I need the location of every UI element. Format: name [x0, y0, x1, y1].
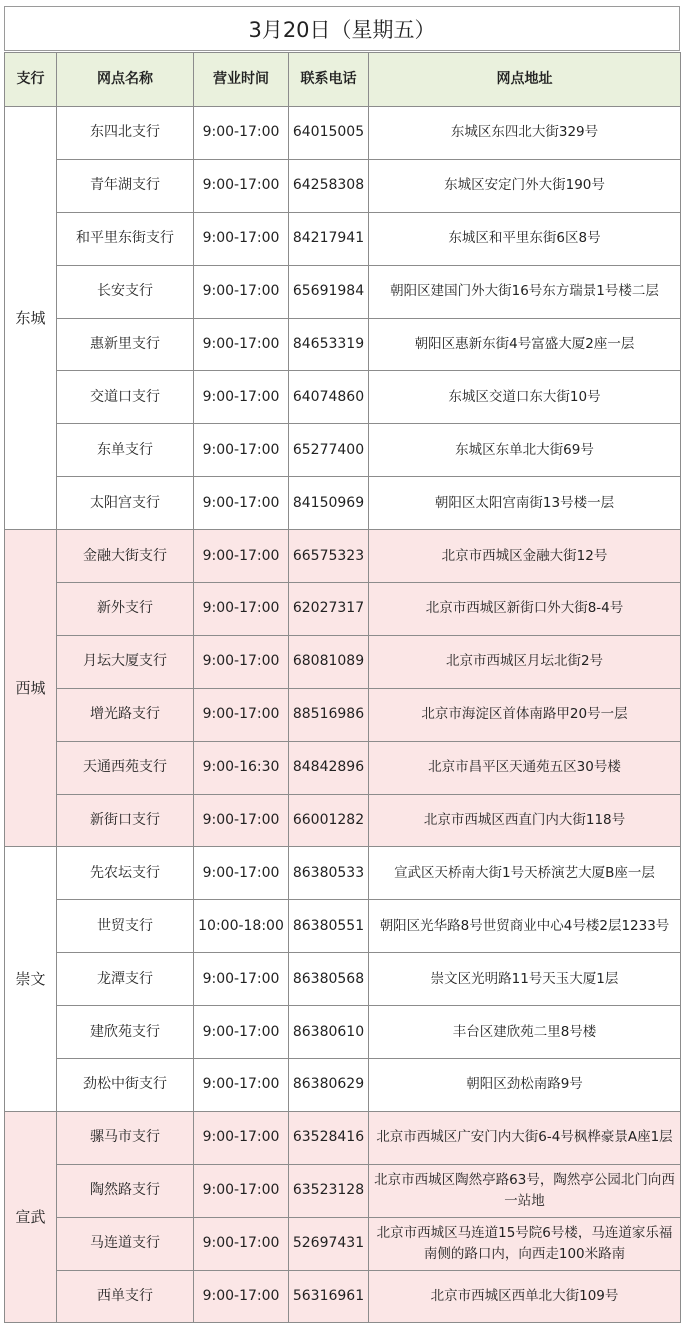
outlet-name-cell: 西单支行 — [57, 1270, 194, 1323]
table-row — [5, 530, 681, 583]
table-row — [5, 1217, 681, 1270]
outlet-name-cell: 青年湖支行 — [57, 159, 194, 212]
table-row — [5, 1164, 681, 1217]
table-row — [5, 1006, 681, 1059]
hours-cell: 9:00-17:00 — [194, 477, 289, 530]
address-cell: 崇文区光明路11号天玉大厦1层 — [369, 953, 681, 1006]
phone-cell: 84653319 — [289, 318, 369, 371]
hours-cell: 9:00-17:00 — [194, 1111, 289, 1164]
hours-cell: 9:00-17:00 — [194, 371, 289, 424]
address-cell: 北京市西城区月坛北街2号 — [369, 635, 681, 688]
hours-cell: 9:00-17:00 — [194, 1006, 289, 1059]
address-cell: 北京市昌平区天通苑五区30号楼 — [369, 741, 681, 794]
branch-table — [4, 52, 681, 1323]
address-cell: 北京市西城区西直门内大街118号 — [369, 794, 681, 847]
hours-cell: 9:00-17:00 — [194, 265, 289, 318]
outlet-name-cell: 先农坛支行 — [57, 847, 194, 900]
address-cell: 北京市西城区西单北大街109号 — [369, 1270, 681, 1323]
branch-cell: 宣武 — [5, 1111, 57, 1323]
table-row — [5, 953, 681, 1006]
phone-cell: 88516986 — [289, 688, 369, 741]
address-cell: 北京市海淀区首体南路甲20号一层 — [369, 688, 681, 741]
outlet-name-cell: 劲松中街支行 — [57, 1059, 194, 1112]
address-cell: 北京市西城区马连道15号院6号楼，马连道家乐福南侧的路口内，向西走100米路南 — [369, 1217, 681, 1270]
address-cell: 北京市西城区新街口外大街8-4号 — [369, 583, 681, 636]
outlet-name-cell: 交道口支行 — [57, 371, 194, 424]
hours-cell: 9:00-17:00 — [194, 212, 289, 265]
table-row — [5, 635, 681, 688]
phone-cell: 68081089 — [289, 635, 369, 688]
address-cell: 北京市西城区陶然亭路63号，陶然亭公园北门向西一站地 — [369, 1164, 681, 1217]
phone-cell: 86380533 — [289, 847, 369, 900]
hours-cell: 9:00-17:00 — [194, 794, 289, 847]
address-cell: 东城区安定门外大街190号 — [369, 159, 681, 212]
outlet-name-cell: 东单支行 — [57, 424, 194, 477]
hours-cell: 9:00-17:00 — [194, 1164, 289, 1217]
address-cell: 朝阳区光华路8号世贸商业中心4号楼2层1233号 — [369, 900, 681, 953]
branch-cell: 西城 — [5, 530, 57, 847]
phone-cell: 64258308 — [289, 159, 369, 212]
phone-cell: 63528416 — [289, 1111, 369, 1164]
table-row — [5, 900, 681, 953]
outlet-name-cell: 长安支行 — [57, 265, 194, 318]
outlet-name-cell: 惠新里支行 — [57, 318, 194, 371]
hours-cell: 9:00-17:00 — [194, 583, 289, 636]
outlet-name-cell: 新街口支行 — [57, 794, 194, 847]
address-cell: 东城区东单北大街69号 — [369, 424, 681, 477]
outlet-name-cell: 和平里东街支行 — [57, 212, 194, 265]
outlet-name-cell: 新外支行 — [57, 583, 194, 636]
address-cell: 丰台区建欣苑二里8号楼 — [369, 1006, 681, 1059]
header-outlet-name: 网点名称 — [57, 53, 194, 107]
table-row — [5, 477, 681, 530]
hours-cell: 9:00-17:00 — [194, 1270, 289, 1323]
outlet-name-cell: 陶然路支行 — [57, 1164, 194, 1217]
address-cell: 东城区交道口东大街10号 — [369, 371, 681, 424]
phone-cell: 66575323 — [289, 530, 369, 583]
phone-cell: 86380629 — [289, 1059, 369, 1112]
address-cell: 北京市西城区广安门内大街6-4号枫桦豪景A座1层 — [369, 1111, 681, 1164]
outlet-name-cell: 东四北支行 — [57, 107, 194, 160]
outlet-name-cell: 月坛大厦支行 — [57, 635, 194, 688]
phone-cell: 56316961 — [289, 1270, 369, 1323]
table-row — [5, 424, 681, 477]
table-row — [5, 794, 681, 847]
hours-cell: 9:00-17:00 — [194, 688, 289, 741]
hours-cell: 9:00-17:00 — [194, 847, 289, 900]
table-row — [5, 212, 681, 265]
table-row — [5, 1270, 681, 1323]
table-row — [5, 1059, 681, 1112]
table-row — [5, 107, 681, 160]
header-row — [5, 53, 681, 107]
phone-cell: 64074860 — [289, 371, 369, 424]
table-row — [5, 318, 681, 371]
page-title: 3月20日（星期五） — [4, 6, 680, 51]
address-cell: 朝阳区惠新东街4号富盛大厦2座一层 — [369, 318, 681, 371]
table-row — [5, 847, 681, 900]
hours-cell: 9:00-17:00 — [194, 318, 289, 371]
hours-cell: 9:00-16:30 — [194, 741, 289, 794]
phone-cell: 52697431 — [289, 1217, 369, 1270]
hours-cell: 10:00-18:00 — [194, 900, 289, 953]
address-cell: 朝阳区太阳宫南街13号楼一层 — [369, 477, 681, 530]
outlet-name-cell: 世贸支行 — [57, 900, 194, 953]
hours-cell: 9:00-17:00 — [194, 1059, 289, 1112]
phone-cell: 65277400 — [289, 424, 369, 477]
address-cell: 东城区东四北大街329号 — [369, 107, 681, 160]
header-phone: 联系电话 — [289, 53, 369, 107]
outlet-name-cell: 龙潭支行 — [57, 953, 194, 1006]
phone-cell: 86380551 — [289, 900, 369, 953]
table-row — [5, 688, 681, 741]
branch-cell: 东城 — [5, 107, 57, 530]
phone-cell: 65691984 — [289, 265, 369, 318]
address-cell: 朝阳区劲松南路9号 — [369, 1059, 681, 1112]
hours-cell: 9:00-17:00 — [194, 530, 289, 583]
table-row — [5, 741, 681, 794]
outlet-name-cell: 增光路支行 — [57, 688, 194, 741]
address-cell: 朝阳区建国门外大街16号东方瑞景1号楼二层 — [369, 265, 681, 318]
outlet-name-cell: 金融大街支行 — [57, 530, 194, 583]
hours-cell: 9:00-17:00 — [194, 953, 289, 1006]
phone-cell: 64015005 — [289, 107, 369, 160]
branch-cell: 崇文 — [5, 847, 57, 1111]
hours-cell: 9:00-17:00 — [194, 424, 289, 477]
address-cell: 宣武区天桥南大街1号天桥演艺大厦B座一层 — [369, 847, 681, 900]
phone-cell: 84842896 — [289, 741, 369, 794]
table-row — [5, 159, 681, 212]
outlet-name-cell: 天通西苑支行 — [57, 741, 194, 794]
outlet-name-cell: 马连道支行 — [57, 1217, 194, 1270]
phone-cell: 62027317 — [289, 583, 369, 636]
outlet-name-cell: 建欣苑支行 — [57, 1006, 194, 1059]
phone-cell: 84217941 — [289, 212, 369, 265]
phone-cell: 86380610 — [289, 1006, 369, 1059]
hours-cell: 9:00-17:00 — [194, 1217, 289, 1270]
address-cell: 东城区和平里东街6区8号 — [369, 212, 681, 265]
header-branch: 支行 — [5, 53, 57, 107]
phone-cell: 66001282 — [289, 794, 369, 847]
hours-cell: 9:00-17:00 — [194, 159, 289, 212]
address-cell: 北京市西城区金融大街12号 — [369, 530, 681, 583]
table-row — [5, 371, 681, 424]
table-row — [5, 1111, 681, 1164]
hours-cell: 9:00-17:00 — [194, 635, 289, 688]
phone-cell: 63523128 — [289, 1164, 369, 1217]
table-row — [5, 583, 681, 636]
table-row — [5, 265, 681, 318]
phone-cell: 86380568 — [289, 953, 369, 1006]
header-hours: 营业时间 — [194, 53, 289, 107]
outlet-name-cell: 骡马市支行 — [57, 1111, 194, 1164]
phone-cell: 84150969 — [289, 477, 369, 530]
hours-cell: 9:00-17:00 — [194, 107, 289, 160]
header-address: 网点地址 — [369, 53, 681, 107]
table-body — [5, 107, 681, 1323]
outlet-name-cell: 太阳宫支行 — [57, 477, 194, 530]
